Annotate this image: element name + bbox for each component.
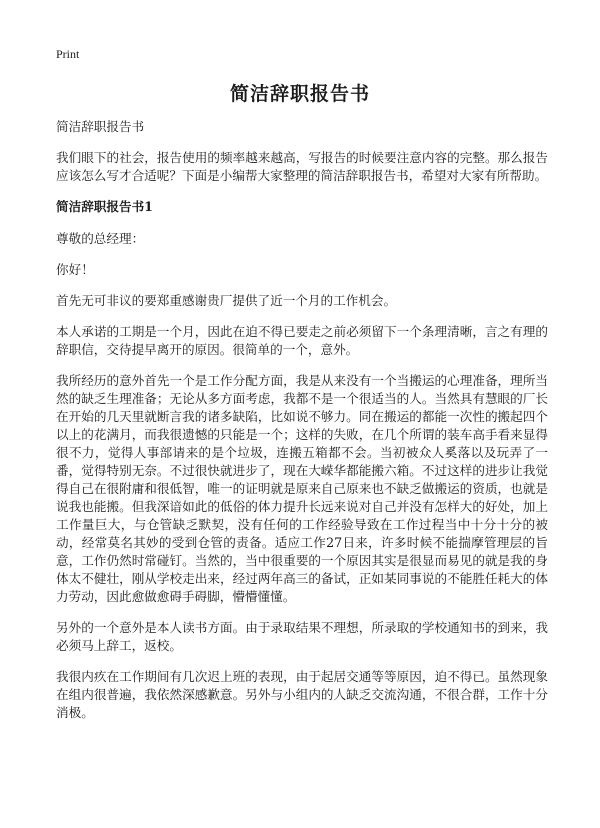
body-paragraph: 我很内疚在工作期间有几次迟上班的表现，由于起居交通等等原因，迫不得已。虽然现象在组内很普遍，我依然深感歉意。另外与小组内的人缺乏交流沟通，不很合群，工作十分消极。 (56, 669, 548, 720)
body-paragraph: 首先无可非议的要郑重感谢贵厂提供了近一个月的工作机会。 (56, 293, 397, 308)
document-body (56, 118, 548, 735)
document-subtitle: 简洁辞职报告书 (56, 119, 145, 134)
body-paragraph: 另外的一个意外是本人读书方面。由于录取结果不理想，所录取的学校通知书的到来，我必须马上辞工，返校。 (56, 620, 548, 653)
print-link[interactable]: Print (56, 47, 80, 61)
section-heading: 简洁辞职报告书1 (56, 199, 153, 214)
intro-paragraph: 我们眼下的社会，报告使用的频率越来越高，写报告的时候要注意内容的完整。那么报告应该怎么写才合适呢？下面是小编帮大家整理的简洁辞职报告书，希望对大家有所帮助。 (56, 150, 548, 183)
body-paragraph: 我所经历的意外首先一个是工作分配方面，我是从来没有一个当搬运的心理准备，理所当然的缺乏生理准备；无论从多方面考虑，我都不是一个很适当的人。当然具有慧眼的厂长在开始的几天里就断言我的诸多缺陷，比如说不够力。同在搬运的都能一次性的搬起四个以上的花满月，而我很遗憾的只能是一个；这样的失败，在几个所谓的装车高手看来显得很不力，觉得人事部请来的是个垃圾，连搬五箱都不会。当初被众人奚落以及玩弄了一番，觉得特别无奈。不过很快就进步了，现在大嵘华都能搬六箱。不过这样的进步让我觉得自己在很附庸和很低智，唯一的证明就是原来自己原来也不缺乏做搬运的资质，也就是说我也能搬。但我深谙如此的低俗的体力提升长远来说对自己并没有怎样大的好处，加上工作量巨大，与仓管缺乏默契，没有任何的工作经验导致在工作过程当中十分十分的被动，经常莫名其妙的受到仓管的责备。适应工作27日来，许多时候不能揣摩管理层的旨意，工作仍然时常碰钉。当然的，当中很重要的一个原因其实是很显而易见的就是我的身体太不健壮，刚从学校走出来，经过两年高三的备试，正如某同事说的不能胜任耗大的体力劳动，因此愈做愈碍手碍脚，懵懵懂懂。 (56, 373, 548, 604)
greeting: 你好！ (56, 262, 94, 277)
page-title: 简洁辞职报告书 (229, 83, 370, 105)
salutation: 尊敬的总经理： (56, 231, 145, 246)
body-paragraph: 本人承诺的工期是一个月，因此在迫不得已要走之前必须留下一个条理清晰，言之有理的辞职信，交待提早离开的原因。很简单的一个，意外。 (56, 324, 548, 357)
